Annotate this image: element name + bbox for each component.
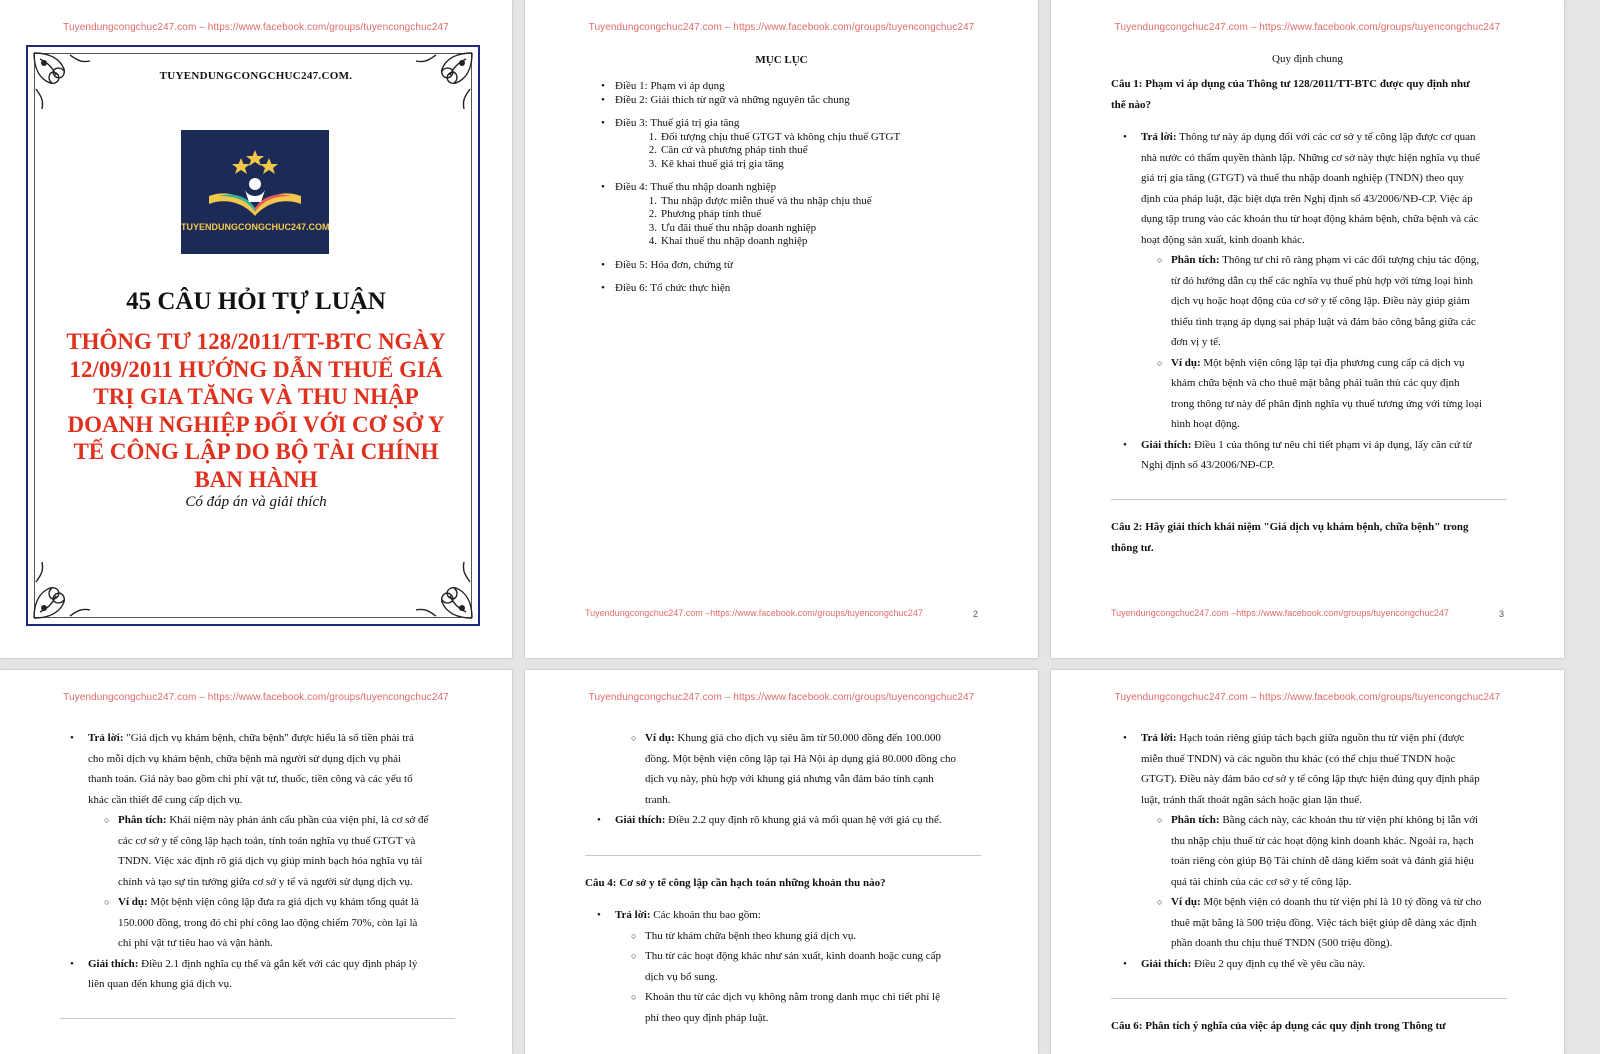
toc-subitem[interactable]: 2. Phương pháp tính thuế <box>648 208 762 220</box>
toc-subitem[interactable]: 1. Đối tượng chịu thuế GTGT và không chịu thuế GTGT <box>648 130 901 143</box>
text-line: Thông tư này áp dụng đối với các cơ sở y tế công lập được cơ quan <box>1176 131 1476 143</box>
text-line: Khái niệm này phản ánh cấu phần của viện phí, là cơ sở để <box>166 814 429 826</box>
page-header: Tuyendungcongchuc247.com – https://www.facebook.com/groups/tuyencongchuc247 <box>588 22 975 33</box>
text-line: chính và tạo sự tin tưởng giữa cơ sở y tế và người sử dụng dịch vụ. <box>118 875 413 888</box>
section-title: Quy định chung <box>1272 53 1343 65</box>
answer-subitem: ○ Thu từ khám chữa bệnh theo khung giá dịch vụ. <box>645 926 995 947</box>
divider <box>1111 998 1507 999</box>
example-item: ○ Ví dụ: Một bệnh viện công lập đưa ra giá dịch vụ khám tổng quát là 150.000 đồng, trong đó chi phí công lao động chiếm 70%, còn lại là chi phí vật tư tiêu hao và vận hành. <box>118 892 468 954</box>
question-line: thế nào? <box>1111 99 1152 111</box>
toc-title: MỤC LỤC <box>755 54 808 66</box>
text-line: Điều 2.2 quy định rõ khung giá và mối quan hệ với giá cụ thể. <box>665 814 942 826</box>
title-line: TẾ CÔNG LẬP DO BỘ TÀI CHÍNH <box>73 439 439 464</box>
page-header: Tuyendungcongchuc247.com – https://www.facebook.com/groups/tuyencongchuc247 <box>1114 692 1501 703</box>
text-line: giá trị gia tăng (GTGT) và thuế thu nhập doanh nghiệp (TNDN) theo quy <box>1141 172 1464 184</box>
text-line: Các khoản thu bao gồm: <box>650 909 761 921</box>
text-line: cho mỗi dịch vụ khám bệnh, chữa bệnh mà người sử dụng dịch vụ phải <box>88 752 402 765</box>
example-label: Ví dụ: <box>1171 356 1201 369</box>
title-line: TRỊ GIA TĂNG VÀ THU NHẬP <box>93 384 419 409</box>
text-line: dịch vụ bổ sung. <box>645 970 718 983</box>
toc-list <box>615 80 1015 296</box>
text-line: luật, tránh thất thoát ngân sách hoặc gian lận thuế. <box>1141 793 1362 806</box>
page-number: 3 <box>1498 609 1504 619</box>
answer-block <box>597 728 995 831</box>
text-line: Khoản thu từ các dịch vụ không nằm trong danh mục chi tiết phí lệ <box>645 991 940 1003</box>
answer-block <box>1123 728 1521 974</box>
text-line: Nghị định số 43/2006/NĐ-CP. <box>1141 459 1275 471</box>
page-cover <box>0 0 512 658</box>
toc-item[interactable]: • Điều 5: Hóa đơn, chứng từ <box>615 259 1015 273</box>
text-line: Một bệnh viện công lập đưa ra giá dịch vụ khám tổng quát là <box>147 896 419 908</box>
text-line: tranh. <box>645 793 671 806</box>
toc-item[interactable]: • Điều 6: Tổ chức thực hiện <box>615 282 1015 296</box>
text-line: 150.000 đồng, trong đó chi phí công lao động chiếm 70%, còn lại là <box>118 916 418 929</box>
text-line: khác cần thiết để cung cấp dịch vụ. <box>88 793 243 806</box>
text-line: hoạt động sản xuất, kinh doanh khác. <box>1141 233 1305 246</box>
page-number: 2 <box>972 609 978 619</box>
logo-text: TUYENDUNGCONGCHUC247.COM <box>181 222 330 232</box>
page-header: Tuyendungcongchuc247.com – https://www.facebook.com/groups/tuyencongchuc247 <box>1114 22 1501 33</box>
page-footer <box>585 608 978 618</box>
text-line: từ đó hướng dẫn cụ thể các nghĩa vụ thuế phù hợp với từng loại hình <box>1171 274 1474 287</box>
answer-block <box>597 905 995 1028</box>
text-line: thuê mặt bằng là 500 triệu đồng. Việc tách biệt giúp dễ dàng xác định <box>1171 916 1477 929</box>
answer-label: Trả lời: <box>1141 732 1177 744</box>
page-header: Tuyendungcongchuc247.com – https://www.facebook.com/groups/tuyencongchuc247 <box>63 692 449 703</box>
text-line: Một bệnh viện có doanh thu từ viện phí là 10 tỷ đồng và từ cho <box>1200 896 1482 908</box>
answer-subitem: ○ Thu từ các hoạt động khác như sản xuất, kinh doanh hoặc cung cấp dịch vụ bổ sung. <box>645 946 995 987</box>
answer-block <box>1123 127 1521 476</box>
text-line: phí theo quy định pháp luật. <box>645 1011 769 1024</box>
page-5 <box>525 670 1038 1054</box>
page-6 <box>1051 670 1564 1054</box>
text-line: thu nhập chịu thuế từ các hoạt động kinh doanh khác. Ngoài ra, hạch <box>1171 834 1474 847</box>
toc-sublist <box>615 195 1015 249</box>
answer-label: Trả lời: <box>1141 131 1177 143</box>
text-line: dịch vụ này, phù hợp với khung giá nhưng vẫn đảm bảo tính cạnh <box>645 773 934 785</box>
text-line: Một bệnh viện công lập tại địa phương cung cấp cả dịch vụ <box>1200 356 1465 369</box>
text-line: đồng. Một bệnh viện công lập tại Hà Nội áp dụng giá 80.000 đồng cho <box>645 752 957 765</box>
toc-item[interactable]: • Điều 2: Giải thích từ ngữ và những nguyên tắc chung <box>615 94 1015 108</box>
example-item: ○ Ví dụ: Khung giá cho dịch vụ siêu âm từ 50.000 đồng đến 100.000 đồng. Một bệnh viện công lập tại Hà Nội áp dụng giá 80.000 đồng cho dịch vụ này, phù hợp với khung giá nhưng vẫn đảm bảo tính cạnh tranh. <box>645 728 995 810</box>
toc-sublist <box>615 131 1015 172</box>
ornament-top-right-icon <box>406 49 476 119</box>
text-line: Thu từ các hoạt động khác như sản xuất, kinh doanh hoặc cung cấp <box>645 950 942 962</box>
text-line: phần doanh thu chịu thuế TNDN (500 triệu đồng). <box>1171 937 1393 949</box>
text-line: định của pháp luật, đặc biệt dựa trên Nghị định số 43/2006/NĐ-CP. Việc áp <box>1141 192 1473 205</box>
question-line: Câu 2: Hãy giải thích khái niệm "Giá dịch vụ khám bệnh, chữa bệnh" trong <box>1111 521 1469 533</box>
page-4 <box>0 670 512 1054</box>
explanation-label: Giải thích: <box>88 957 139 970</box>
example-label: Ví dụ: <box>645 732 675 744</box>
analysis-item: ○ Phân tích: Khái niệm này phản ánh cấu phần của viện phí, là cơ sở để các cơ sở y tế công lập hạch toán, tính toán nghĩa vụ thuế GTGT và TNDN. Việc xác định rõ giá dịch vụ giúp minh bạch hóa nghĩa vụ tài chính và tạo sự tin tưởng giữa cơ sở y tế và người sử dụng dịch vụ. <box>118 810 468 892</box>
text-line: Bằng cách này, các khoản thu từ viện phí không bị lẫn với <box>1219 814 1479 826</box>
toc-subitem-label: Đối tượng chịu thuế GTGT và không chịu thuế GTGT <box>661 130 901 143</box>
cover-subtitle: Có đáp án và giải thích <box>185 494 327 510</box>
toc-subitem[interactable]: 1. Thu nhập được miễn thuế và thu nhập chịu thuế <box>648 194 872 207</box>
toc-subitem[interactable]: 3. Kê khai thuế giá trị gia tăng <box>648 157 784 170</box>
analysis-label: Phân tích: <box>1171 254 1220 266</box>
text-line: dịch vụ hoặc hoạt động của cơ sở y tế công lập. Điều này giúp giảm <box>1171 295 1470 307</box>
text-line: hình hoạt động. <box>1171 418 1240 430</box>
explanation-label: Giải thích: <box>1141 438 1192 451</box>
answer-subitem: ○ Khoản thu từ các dịch vụ không nằm trong danh mục chi tiết phí lệ phí theo quy định pháp luật. <box>645 987 995 1028</box>
toc-item[interactable]: • Điều 3: Thuế giá trị gia tăng <box>615 117 1015 131</box>
answer-item: • Trả lời: Thông tư này áp dụng đối với các cơ sở y tế công lập được cơ quan nhà nước có thẩm quyền thành lập. Những cơ sở này thực hiện nghĩa vụ thuế giá trị gia tăng (GTGT) và thuế thu nhập doanh nghiệp (TNDN) theo quy định của pháp luật, đặc biệt dựa trên Nghị định số 43/2006/NĐ-CP. Việc áp dụng tập trung vào các khoản thu từ hoạt động khám bệnh, chữa bệnh và các hoạt động sản xuất, kinh doanh khác. <box>1141 127 1521 250</box>
explanation-item: • Giải thích: Điều 1 của thông tư nêu chi tiết phạm vi áp dụng, lấy căn cứ từ Nghị định số 43/2006/NĐ-CP. <box>1141 435 1521 476</box>
text-line: Thông tư chỉ rõ ràng phạm vi các đối tượng chịu tác động, <box>1219 254 1480 266</box>
toc-subitem-label: Thu nhập được miễn thuế và thu nhập chịu thuế <box>661 194 872 207</box>
toc-subitem-label: Phương pháp tính thuế <box>661 208 762 220</box>
question-line: thông tư. <box>1111 542 1154 554</box>
page-3 <box>1051 0 1564 658</box>
footer-text: Tuyendungcongchuc247.com –https://www.facebook.com/groups/tuyencongchuc247 <box>1111 608 1449 618</box>
text-line: nhà nước có thẩm quyền thành lập. Những cơ sở này thực hiện nghĩa vụ thuế <box>1141 151 1480 164</box>
ornament-bottom-left-icon <box>30 552 100 622</box>
text-line: miễn thuế TNDN) và các nguồn thu khác (có thể chịu thuế TNDN hoặc <box>1141 752 1456 765</box>
title-line: DOANH NGHIỆP ĐỐI VỚI CƠ SỞ Y <box>67 411 445 437</box>
answer-label: Trả lời: <box>615 909 651 921</box>
toc-subitem-label: Kê khai thuế giá trị gia tăng <box>661 157 784 170</box>
cover-title: 45 CÂU HỎI TỰ LUẬN <box>126 288 386 315</box>
footer-text: Tuyendungcongchuc247.com –https://www.facebook.com/groups/tuyencongchuc247 <box>585 608 923 618</box>
site-logo <box>181 130 329 254</box>
example-label: Ví dụ: <box>1171 896 1201 908</box>
page-footer <box>1111 608 1504 618</box>
toc-subitem-label: Ưu đãi thuế thu nhập doanh nghiệp <box>661 221 817 234</box>
text-line: trong thông tư này để phân định nghĩa vụ thuế tương ứng với từng loại <box>1171 397 1483 410</box>
ornament-bottom-right-icon <box>406 552 476 622</box>
explanation-item: • Giải thích: Điều 2.1 định nghĩa cụ thể và gắn kết với các quy định pháp lý liên quan đến khung giá dịch vụ. <box>88 954 468 995</box>
explanation-item: • Giải thích: Điều 2.2 quy định rõ khung giá và mối quan hệ với giá cụ thể. <box>597 814 942 826</box>
toc-subitem-label: Căn cứ và phương pháp tính thuế <box>661 144 808 156</box>
text-line: thanh toán. Giá này bao gồm chi phí vật tư, thuốc, tiền công và các yếu tố <box>88 773 413 785</box>
divider <box>585 855 981 856</box>
toc-subitem[interactable]: 3. Ưu đãi thuế thu nhập doanh nghiệp <box>648 221 817 234</box>
cover-main-title <box>52 328 460 493</box>
answer-item: • Trả lời: Hạch toán riêng giúp tách bạch giữa nguồn thu từ viện phí (được miễn thuế TNDN) và các nguồn thu khác (có thể chịu thuế TNDN hoặc GTGT). Điều này đảm bảo cơ sở y tế công lập thực hiện đúng quy định pháp luật, tránh thất thoát ngân sách hoặc gian lận thuế. <box>1141 728 1521 810</box>
text-line: thiểu tình trạng áp dụng sai pháp luật và đảm bảo công bằng giữa các <box>1171 315 1476 328</box>
title-line: 12/09/2011 HƯỚNG DẪN THUẾ GIÁ <box>69 356 443 382</box>
page-toc <box>525 0 1038 658</box>
title-line: BAN HÀNH <box>194 466 318 492</box>
toc-item[interactable]: • Điều 1: Phạm vi áp dụng <box>615 80 1015 94</box>
text-line: các cơ sở y tế công lập hạch toán, tính toán nghĩa vụ thuế GTGT và <box>118 834 416 847</box>
explanation-label: Giải thích: <box>615 814 666 826</box>
toc-item[interactable]: • Điều 4: Thuế thu nhập doanh nghiệp <box>615 181 1015 195</box>
page-header: Tuyendungcongchuc247.com – https://www.facebook.com/groups/tuyencongchuc247 <box>588 692 975 703</box>
page-header: Tuyendungcongchuc247.com – https://www.facebook.com/groups/tuyencongchuc247 <box>63 22 449 33</box>
text-line: GTGT). Điều này đảm bảo cơ sở y tế công lập thực hiện đúng quy định pháp <box>1141 773 1480 785</box>
text-line: chi phí vật tư tiêu hao và vận hành. <box>118 937 273 949</box>
divider <box>60 1018 455 1019</box>
text-line: đơn vị y tế. <box>1171 336 1221 348</box>
divider <box>1111 499 1507 500</box>
text-line: toán riêng còn giúp Bộ Tài chính dễ dàng kiểm soát và đánh giá hiệu <box>1171 855 1474 867</box>
text-line: Hạch toán riêng giúp tách bạch giữa nguồn thu từ viện phí (được <box>1176 732 1465 744</box>
text-line: Điều 1 của thông tư nêu chi tiết phạm vi áp dụng, lấy căn cứ từ <box>1191 438 1472 451</box>
example-item: ○ Ví dụ: Một bệnh viện công lập tại địa phương cung cấp cả dịch vụ khám chữa bệnh và cho thuê mặt bằng phải tuân thủ các quy định trong thông tư này để phân định nghĩa vụ thuế tương ứng với từng loại hình hoạt động. <box>1171 353 1521 435</box>
analysis-label: Phân tích: <box>1171 814 1220 826</box>
answer-item: • Trả lời: Các khoản thu bao gồm: <box>597 909 761 921</box>
text-line: Điều 2.1 định nghĩa cụ thể và gắn kết với các quy định pháp lý <box>138 957 418 970</box>
text-line: Thu từ khám chữa bệnh theo khung giá dịch vụ. <box>645 929 857 942</box>
text-line: dụng tập trung vào các khoản thu từ hoạt động khám bệnh, chữa bệnh và các <box>1141 213 1479 225</box>
text-line: khám chữa bệnh và cho thuê mặt bằng phải tuân thủ các quy định <box>1171 377 1460 389</box>
example-item: ○ Ví dụ: Một bệnh viện có doanh thu từ viện phí là 10 tỷ đồng và từ cho thuê mặt bằng là 500 triệu đồng. Việc tách biệt giúp dễ dàng xác định phần doanh thu chịu thuế TNDN (500 triệu đồng). <box>1171 892 1521 954</box>
question-6: Câu 6: Phân tích ý nghĩa của việc áp dụng các quy định trong Thông tư <box>1111 1020 1446 1032</box>
text-line: TNDN. Việc xác định rõ giá dịch vụ giúp minh bạch hóa nghĩa vụ tài <box>118 855 423 867</box>
text-line: Điều 2 quy định cụ thể về yêu cầu này. <box>1191 957 1366 970</box>
explanation-item: • Giải thích: Điều 2 quy định cụ thể về yêu cầu này. <box>1123 957 1366 970</box>
toc-subitem-label: Khai thuế thu nhập doanh nghiệp <box>661 235 808 247</box>
explanation-label: Giải thích: <box>1141 957 1192 970</box>
text-line: liên quan đến khung giá dịch vụ. <box>88 978 232 990</box>
question-line: Câu 1: Phạm vi áp dụng của Thông tư 128/2011/TT-BTC được quy định như <box>1111 78 1470 90</box>
question-2 <box>1111 517 1511 559</box>
answer-item: • Trả lời: "Giá dịch vụ khám bệnh, chữa bệnh" được hiểu là số tiền phải trả cho mỗi dịch vụ khám bệnh, chữa bệnh mà người sử dụng dịch vụ phải thanh toán. Giá này bao gồm chi phí vật tư, thuốc, tiền công và các yếu tố khác cần thiết để cung cấp dịch vụ. <box>88 728 468 810</box>
text-line: "Giá dịch vụ khám bệnh, chữa bệnh" được hiểu là số tiền phải trả <box>123 732 414 744</box>
analysis-item: ○ Phân tích: Bằng cách này, các khoản thu từ viện phí không bị lẫn với thu nhập chịu thuế từ các hoạt động kinh doanh khác. Ngoài ra, hạch toán riêng còn giúp Bộ Tài chính dễ dàng kiểm soát và đánh giá hiệu quả tài chính của các cơ sở y tế công lập. <box>1171 810 1521 892</box>
question-1 <box>1111 74 1511 116</box>
example-label: Ví dụ: <box>118 896 148 908</box>
ornament-top-left-icon <box>30 49 100 119</box>
text-line: quả tài chính của các cơ sở y tế công lập. <box>1171 875 1352 888</box>
toc-subitem[interactable]: 4. Khai thuế thu nhập doanh nghiệp <box>648 235 808 247</box>
analysis-label: Phân tích: <box>118 814 167 826</box>
text-line: Khung giá cho dịch vụ siêu âm từ 50.000 đồng đến 100.000 <box>674 732 941 744</box>
cover-site-name: TUYENDUNGCONGCHUC247.COM. <box>159 70 353 82</box>
analysis-item: ○ Phân tích: Thông tư chỉ rõ ràng phạm vi các đối tượng chịu tác động, từ đó hướng dẫn cụ thể các nghĩa vụ thuế phù hợp với từng loại hình dịch vụ hoặc hoạt động của cơ sở y tế công lập. Điều này giúp giảm thiểu tình trạng áp dụng sai pháp luật và đảm bảo công bằng giữa các đơn vị y tế. <box>1171 250 1521 353</box>
answer-block <box>70 728 468 995</box>
title-line: THÔNG TƯ 128/2011/TT-BTC NGÀY <box>66 329 446 354</box>
toc-subitem[interactable]: 2. Căn cứ và phương pháp tính thuế <box>648 144 808 156</box>
answer-label: Trả lời: <box>88 732 124 744</box>
question-4: Câu 4: Cơ sở y tế công lập cần hạch toán những khoản thu nào? <box>585 877 886 889</box>
